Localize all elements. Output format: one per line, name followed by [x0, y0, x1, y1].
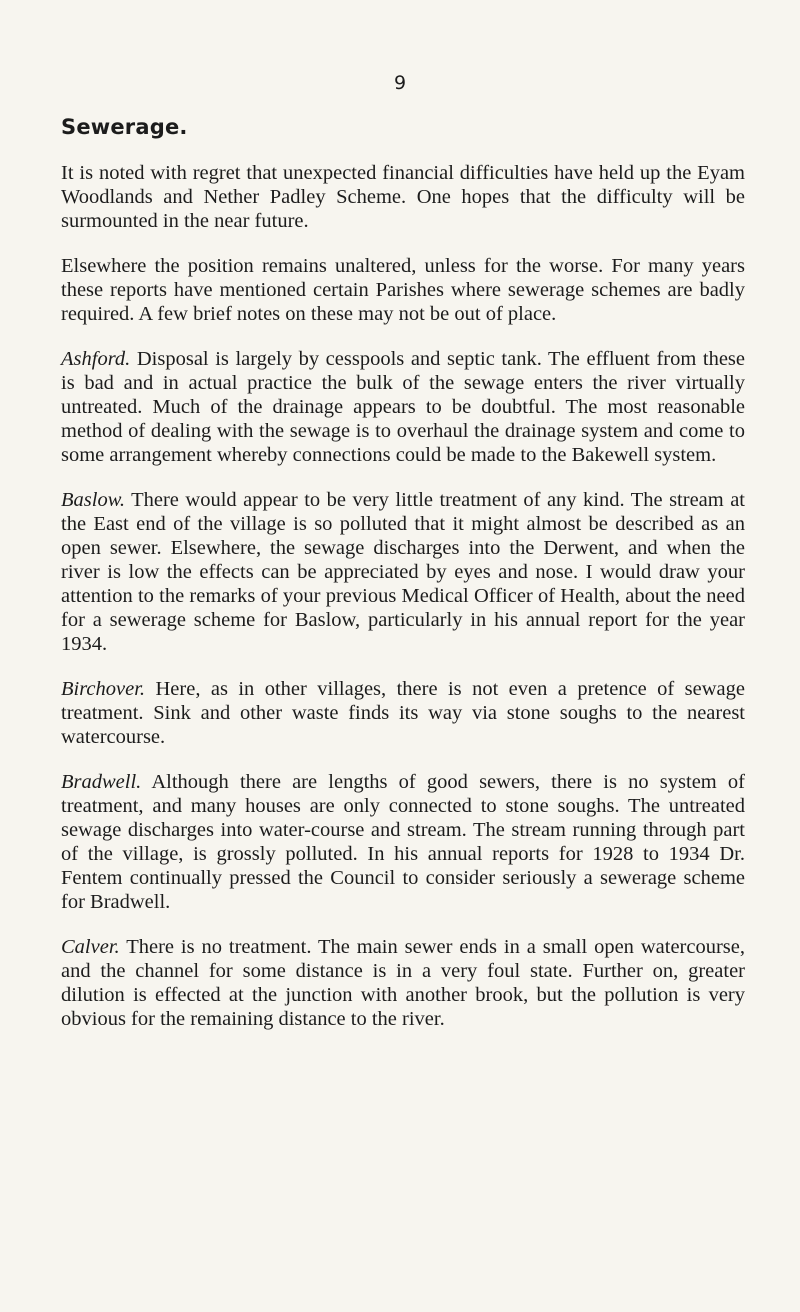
paragraph-position-unaltered [61, 254, 745, 326]
place-name-calver: Calver. [61, 936, 120, 958]
page-number: 9 [393, 72, 407, 94]
page-content [61, 115, 745, 1052]
paragraph-calver [61, 935, 745, 1031]
paragraph-text: Disposal is largely by cesspools and septic tank. The effluent from these is bad and in actual practice the bulk of the sewage enters the river virtually untreated. Much of the drainage appears to be doubtful. The most reasonable method of dealing with the sewage is to overhaul the drainage system and come to some arrangement whereby connections could be made to the Bakewell system. [61, 348, 745, 466]
paragraph-financial-difficulties [61, 161, 745, 233]
paragraph-text: It is noted with regret that unexpected financial difficulties have held up the Eyam Woodlands and Nether Padley Scheme. One hopes that the difficulty will be surmounted in the near future. [61, 162, 745, 232]
place-name-baslow: Baslow. [61, 489, 125, 511]
paragraph-bradwell [61, 770, 745, 914]
paragraph-text: There would appear to be very little treatment of any kind. The stream at the East end of the village is so polluted that it might almost be described as an open sewer. Elsewhere, the sewage discharges into the Derwent, and when the river is low the effects can be appreciated by eyes and nose. I would draw your attention to the remarks of your previous Medical Officer of Health, about the need for a sewerage scheme for Baslow, particularly in his annual report for the year 1934. [61, 489, 745, 655]
section-heading: Sewerage. [61, 115, 188, 139]
paragraph-baslow [61, 488, 745, 656]
place-name-ashford: Ashford. [61, 348, 131, 370]
paragraph-birchover [61, 677, 745, 749]
paragraph-ashford [61, 347, 745, 467]
paragraph-text: Elsewhere the position remains unaltered, unless for the worse. For many years these reports have mentioned certain Parishes where sewerage schemes are badly required. A few brief notes on these may not be out of place. [61, 255, 745, 325]
place-name-birchover: Birchover. [61, 678, 146, 700]
place-name-bradwell: Bradwell. [61, 771, 142, 793]
paragraph-text: Here, as in other villages, there is not even a pretence of sewage treatment. Sink and other waste finds its way via stone soughs to the nearest watercourse. [61, 678, 745, 748]
paragraph-text: Although there are lengths of good sewers, there is no system of treatment, and many houses are only connected to stone soughs. The untreated sewage discharges into water-course and stream. The stream running through part of the village, is grossly polluted. In his annual reports for 1928 to 1934 Dr. Fentem continually pressed the Council to consider seriously a sewerage scheme for Bradwell. [61, 771, 745, 913]
paragraph-text: There is no treatment. The main sewer ends in a small open watercourse, and the channel for some distance is in a very foul state. Further on, greater dilution is effected at the junction with another brook, but the pollution is very obvious for the remaining distance to the river. [61, 936, 745, 1030]
